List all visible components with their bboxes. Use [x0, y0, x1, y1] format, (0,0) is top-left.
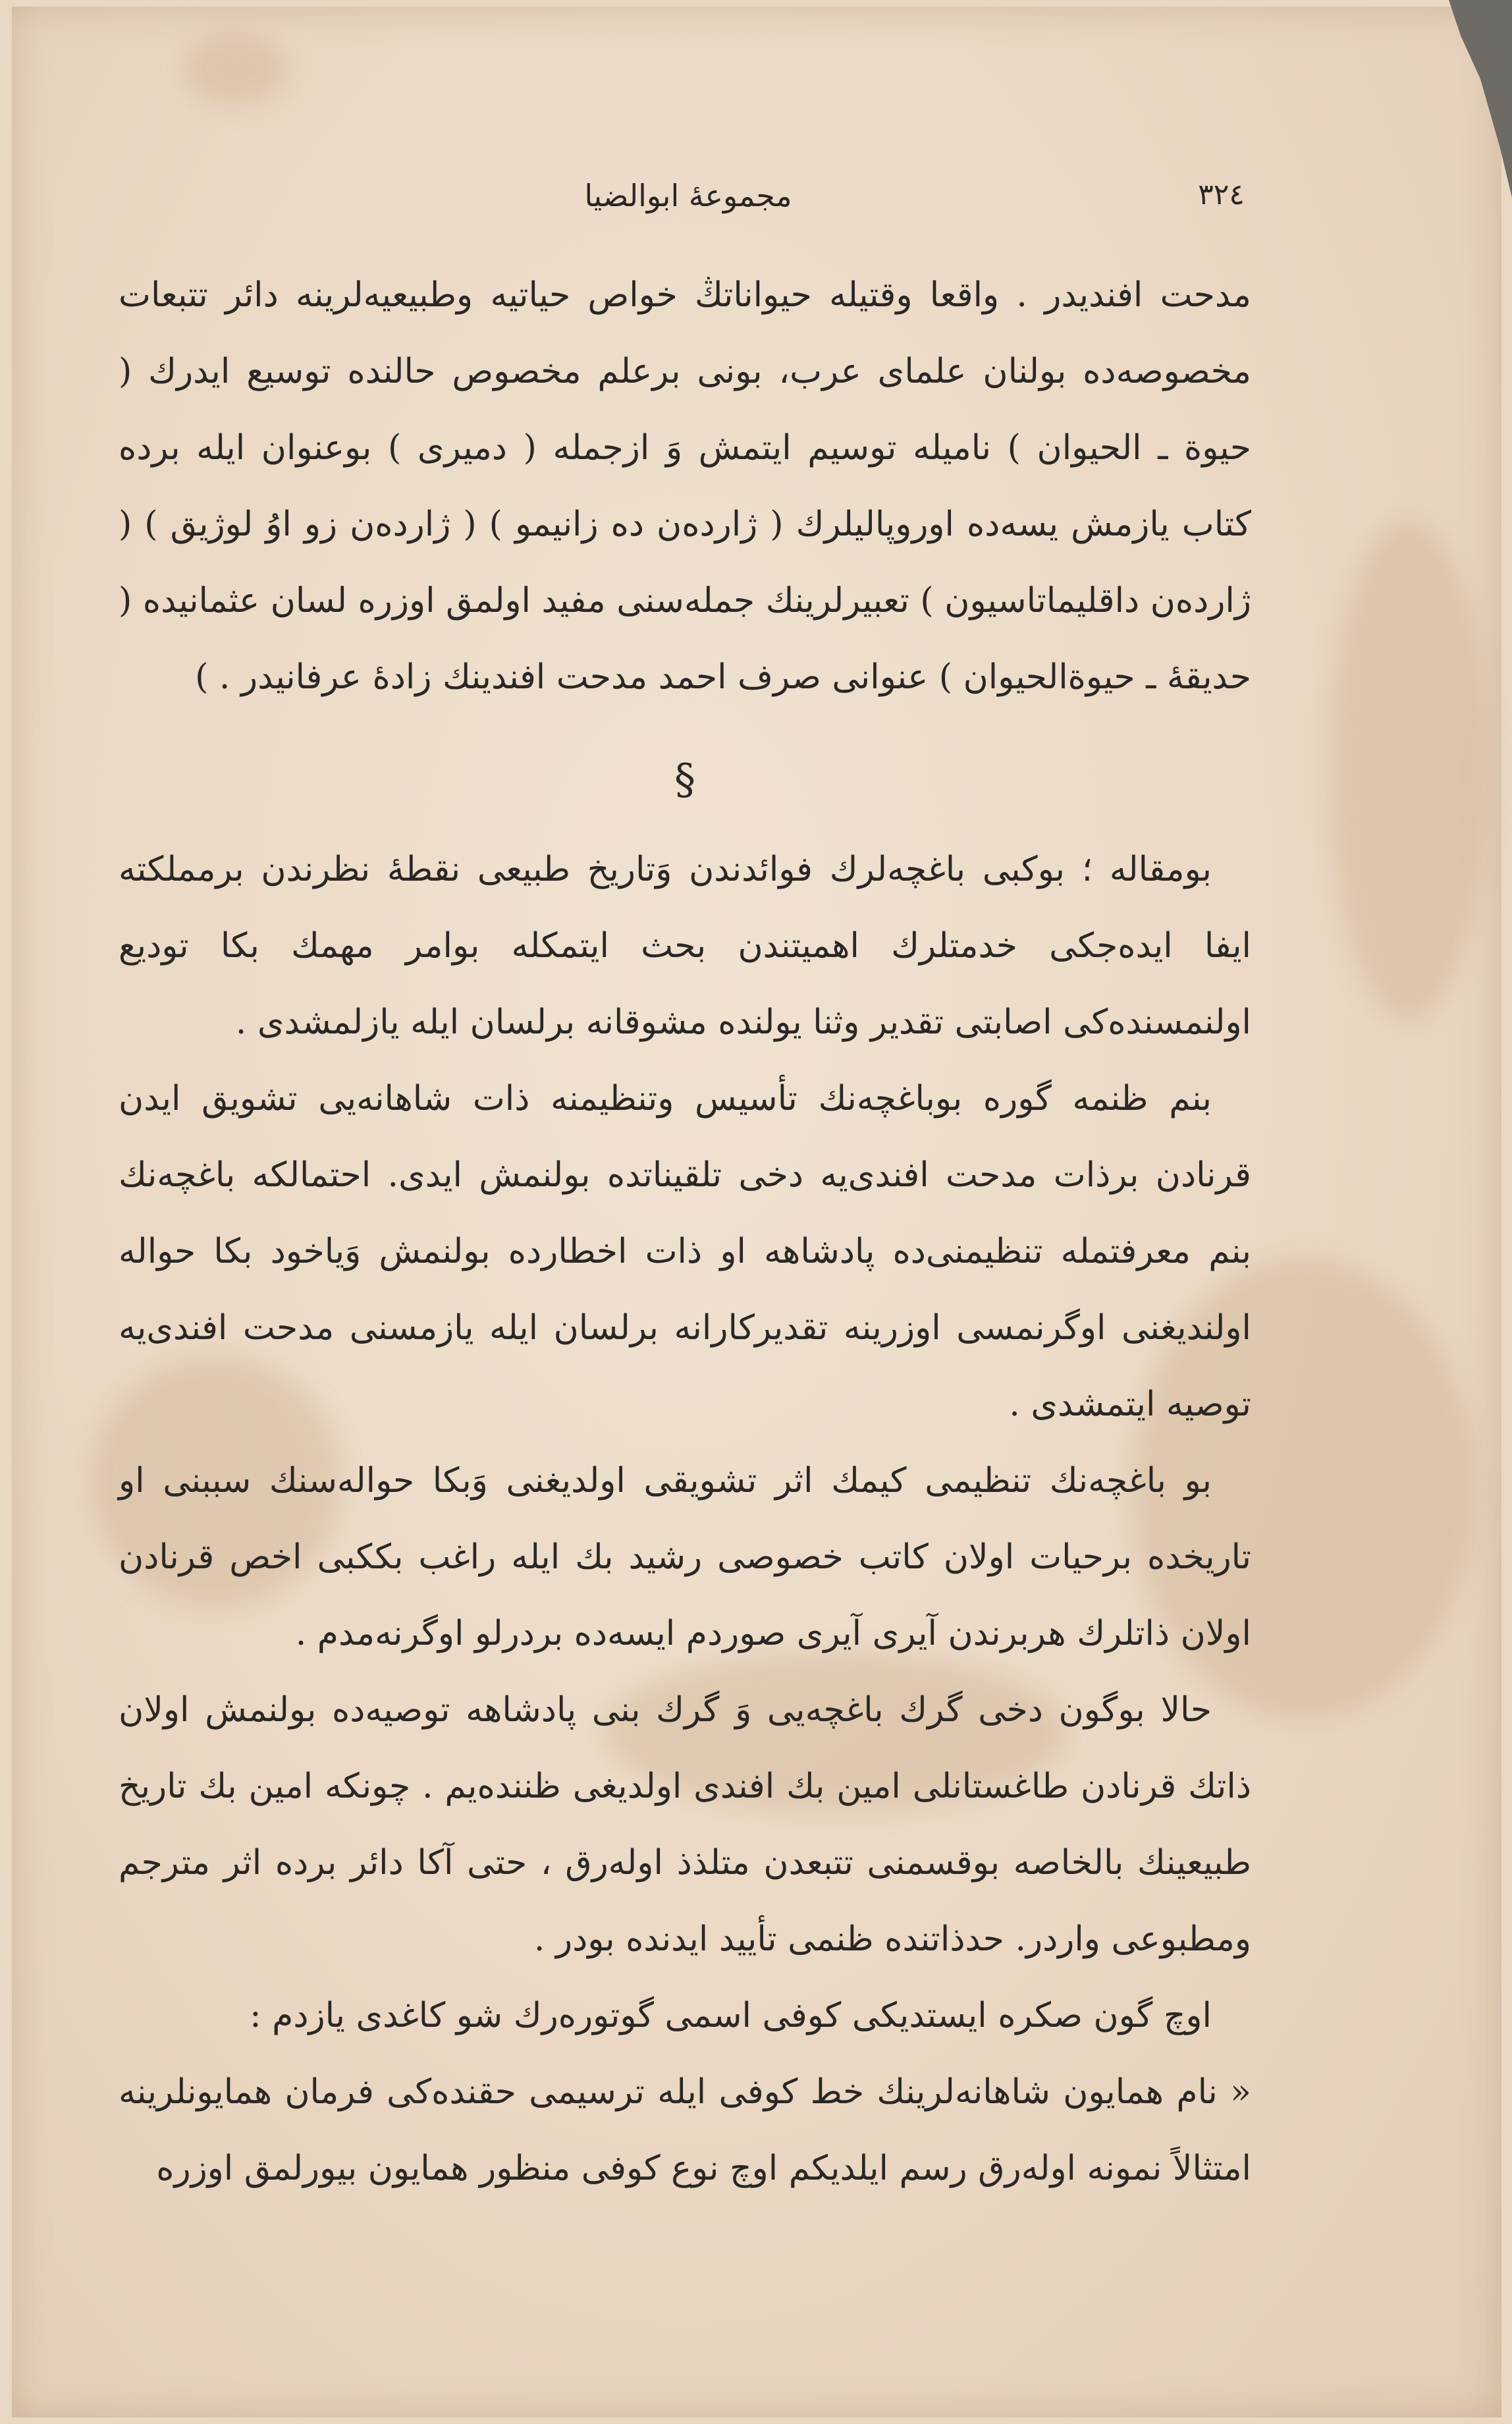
paragraph: اوچ گون صکره ایستدیکی کوفی اسمی گوتوره‌رك شو کاغدی یازدم :	[250, 1996, 1212, 2035]
section-mark: §	[674, 756, 695, 804]
paragraph: بومقاله ؛ بوکبی باغچه‌لرك فوائدندن وَتاریخ طبیعی نقطهٔ نظرندن برمملکته ایفا ایده‌جکی خدمتلرك اهمیتندن بحث ایتمکله بوامر مهمك بکا تودیع اولنمسنده‌کی اصابتی تقدیر وثنا یولنده مشوقانه برلسان ایله یازلمشدی .	[119, 850, 1251, 1042]
paragraph: بنم ظنمه گوره بوباغچه‌نك تأسیس وتنظیمنه ذات شاهانه‌یی تشویق ایدن قرنادن برذات مدحت افندی‌یه دخی تلقیناتده بولنمش ایدی. احتمالکه باغچه‌نك بنم معرفتمله تنظیمنی‌ده پادشاهه او ذات اخطارده بولنمش وَیاخود بکا حواله اولندیغنی اوگرنمسی اوزرینه تقدیرکارانه برلسان ایله یازمسنی مدحت افندی‌یه توصیه ایتمشدی .	[119, 1079, 1251, 1424]
body-text	[119, 257, 1251, 2207]
quoted-text: « نام همایون شاهانه‌لرینك خط کوفی ایله ترسیمی حقنده‌کی فرمان همایونلرینه امتثالاً نمونه اوله‌رق رسم ایلدیکم اوچ نوع کوفی منظور همایون بیورلمق اوزره	[119, 2072, 1251, 2188]
page-number: ٣٢٤	[1198, 178, 1245, 211]
paragraph: حالا بوگون دخی گرك باغچه‌یی وَ گرك بنی پادشاهه توصیه‌ده بولنمش اولان ذاتك قرنادن طاغستانلی امین بك افندی اولدیغی ظننده‌یم . چونکه امین بك تاریخ طبیعینك بالخاصه بوقسمنی تتبعدن متلذذ اوله‌رق ، حتی آکا دائر برده اثر مترجم ومطبوعی واردر. حدذاتنده ظنمی تأیید ایدنده بودر .	[119, 1690, 1251, 1959]
paragraph: بو باغچه‌نك تنظیمی کیمك اثر تشویقی اولدیغنی وَبکا حواله‌سنك سببنی او تاریخده برحیات اولان کاتب خصوصی رشید بك ایله راغب بككبی اخص قرنادن اولان ذاتلرك هربرندن آیری آیری صوردم ایسه‌ده بردرلو اوگرنه‌مدم .	[119, 1461, 1251, 1653]
page-header	[132, 178, 1245, 224]
paragraph: مدحت افندیدر . واقعا وقتیله حیواناتڭ خواص حیاتیه وطبیعیه‌لرینه دائر تتبعات مخصوصه‌ده بولنان علمای عرب، بونی برعلم مخصوص حالنده توسیع ایدرك ( حیوة ـ الحیوان ) نامیله توسیم ایتمش وَ ازجمله ( دمیری ) بوعنوان ایله برده کتاب یازمش یسه‌ده اوروپالیلرك ( ژارده‌ن ده زانیمو ) ( ژارده‌ن زو اوُ لوژیق ) ( ژارده‌ن داقلیماتاسیون ) تعبیرلرینك جمله‌سنی مفید اولمق اوزره لسان عثمانیده ( حدیقهٔ ـ حیوة‌الحیوان ) عنوانی صرف احمد مدحت افندینك زادهٔ عرفانیدر . )	[119, 275, 1252, 697]
paper-stain	[1329, 520, 1487, 1021]
running-title: مجموعهٔ ابوالضیا	[584, 178, 792, 213]
paper-stain	[183, 33, 288, 105]
